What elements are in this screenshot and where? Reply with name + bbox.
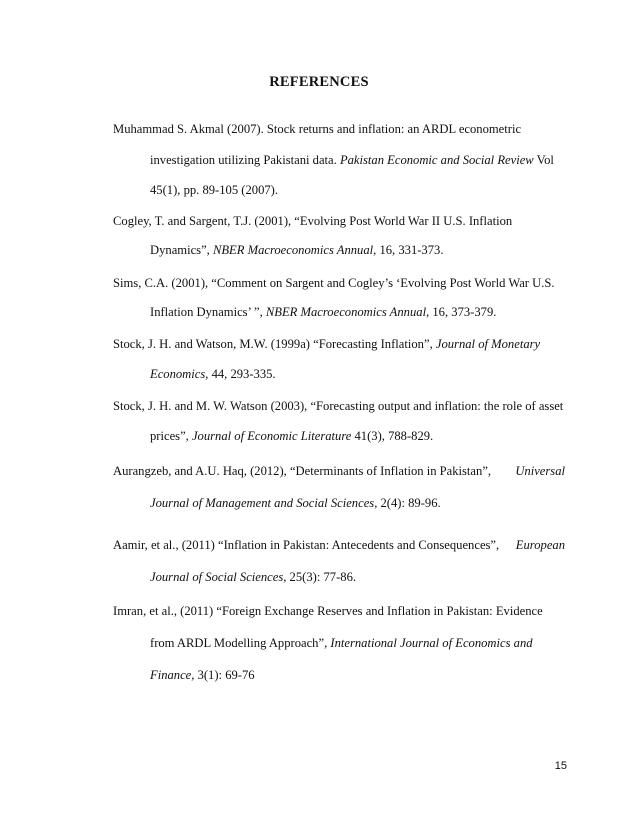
journal-title: Journal of Economic Literature [191, 429, 352, 443]
reference-line: Inflation Dynamics’ ”, NBER Macroeconomics Annual, 16, 373-379. [150, 305, 497, 319]
reference-line: Stock, J. H. and M. W. Watson (2003), “Forecasting output and inflation: the role of asset [113, 399, 564, 413]
journal-title: Finance, [150, 668, 195, 682]
reference-line: Finance, 3(1): 69-76 [150, 668, 255, 682]
reference-line: investigation utilizing Pakistani data. Pakistan Economic and Social Review Vol [150, 153, 554, 167]
reference-line: prices”, Journal of Economic Literature 41(3), 788-829. [150, 429, 434, 443]
reference-line: from ARDL Modelling Approach”, International Journal of Economics and [150, 636, 533, 650]
journal-title: Pakistan Economic and Social Review [339, 153, 534, 167]
journal-title: NBER Macroeconomics Annual [212, 243, 374, 257]
journal-title: Journal of Management and Social Sciences [150, 496, 375, 510]
reference-line: Dynamics”, NBER Macroeconomics Annual, 16, 331-373. [150, 243, 444, 257]
page-title: REFERENCES [269, 74, 369, 90]
journal-title: Universal [515, 464, 565, 478]
reference-line: Muhammad S. Akmal (2007). Stock returns and inflation: an ARDL econometric [113, 122, 522, 136]
reference-line: Aurangzeb, and A.U. Haq, (2012), “Determinants of Inflation in Pakistan”, Universal [113, 464, 565, 478]
journal-title: Journal of Monetary [435, 337, 541, 351]
journal-title: Economics [150, 367, 206, 381]
reference-line: Cogley, T. and Sargent, T.J. (2001), “Evolving Post World War II U.S. Inflation [113, 214, 513, 228]
journal-title: European [515, 538, 565, 552]
page-number: 15 [554, 760, 567, 772]
journal-title: International Journal of Economics and [330, 636, 533, 650]
reference-line: Journal of Management and Social Sciences, 2(4): 89-96. [150, 496, 441, 510]
journal-title: NBER Macroeconomics Annual [265, 305, 427, 319]
reference-line: Imran, et al., (2011) “Foreign Exchange Reserves and Inflation in Pakistan: Evidence [113, 604, 543, 618]
reference-line: Journal of Social Sciences, 25(3): 77-86. [150, 570, 357, 584]
reference-line: Stock, J. H. and Watson, M.W. (1999a) “Forecasting Inflation”, Journal of Monetary [113, 337, 541, 351]
reference-line: Economics, 44, 293-335. [150, 367, 276, 381]
journal-title: Journal of Social Sciences, [150, 570, 287, 584]
reference-line: Sims, C.A. (2001), “Comment on Sargent and Cogley’s ‘Evolving Post World War U.S. [113, 276, 555, 290]
reference-line: Aamir, et al., (2011) “Inflation in Pakistan: Antecedents and Consequences”, European [113, 538, 565, 552]
reference-line: 45(1), pp. 89-105 (2007). [150, 183, 279, 197]
